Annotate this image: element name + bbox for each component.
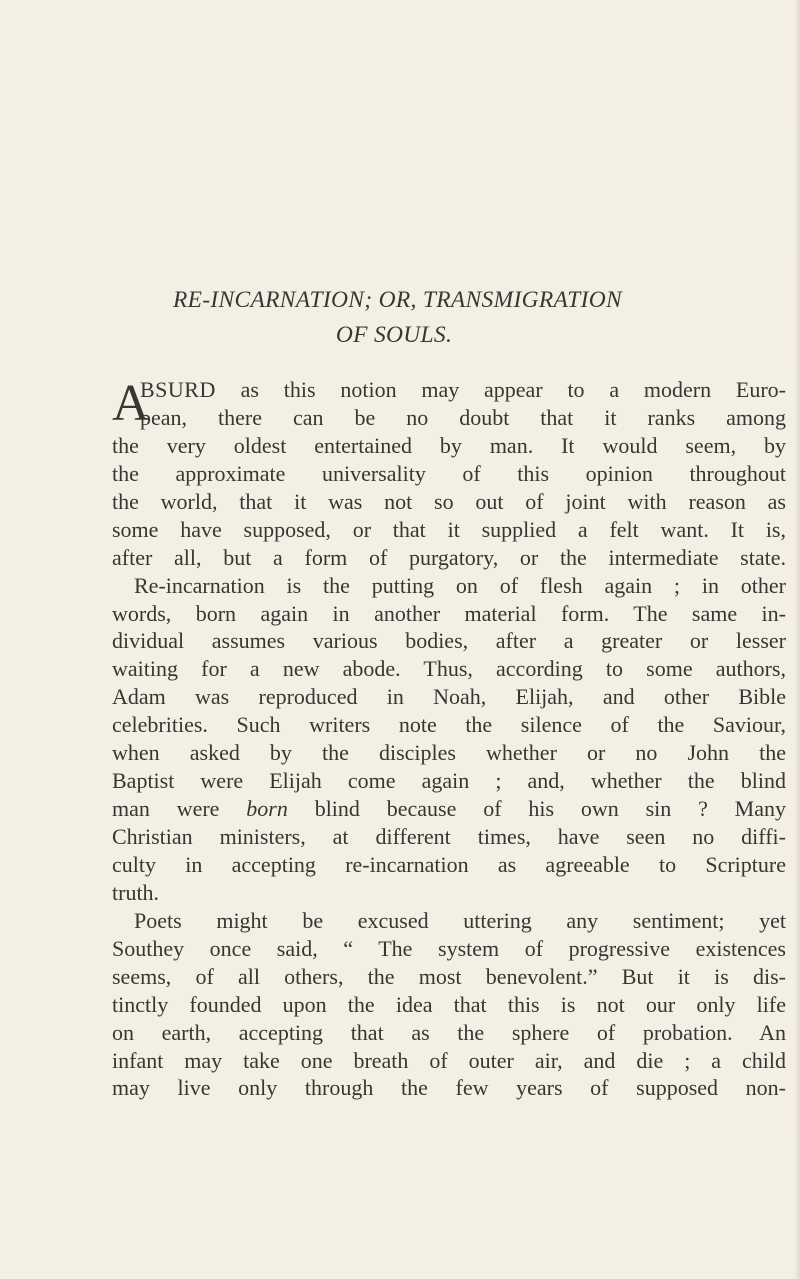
text-line: Christian ministers, at different times, have seen no diffi- — [112, 824, 786, 849]
text-line: seems, of all others, the most benevolent.” But it is dis- — [112, 963, 786, 989]
text-line: the world, that it was not so out of joint with reason as — [112, 488, 786, 514]
text-line: Re-incarnation is the putting on of flesh again ; in other — [134, 572, 786, 598]
text-segment: blind because of his own sin ? Many — [287, 796, 787, 822]
text-line: dividual assumes various bodies, after a greater or lesser — [112, 628, 786, 654]
text-line: when asked by the disciples whether or no John the — [112, 740, 786, 766]
text-line: on earth, accepting that as the sphere of probation. An — [112, 1019, 786, 1045]
text-line: Southey once said, “ The system of progressive existences — [112, 935, 786, 961]
drop-cap: A — [112, 375, 150, 432]
page-edge — [794, 0, 800, 1279]
text-line-content: as this notion may appear to a modern Euro- — [215, 377, 786, 402]
body-text — [112, 376, 786, 1102]
text-line: Baptist were Elijah come again ; and, whether the blind — [112, 768, 786, 794]
text-line: pean, there can be no doubt that it ranks among — [140, 404, 786, 430]
text-line: the approximate universality of this opinion throughout — [112, 460, 786, 486]
text-line: tinctly founded upon the idea that this is not our only life — [112, 991, 786, 1017]
text-line: Adam was reproduced in Noah, Elijah, and other Bible — [112, 684, 786, 710]
chapter-title-line-2: OF SOULS. — [335, 322, 453, 348]
text-line: the very oldest entertained by man. It would seem, by — [112, 432, 786, 458]
small-caps-word: BSURD — [140, 377, 216, 402]
text-line: after all, but a form of purgatory, or the intermediate state. — [112, 544, 786, 570]
text-line: infant may take one breath of outer air, and die ; a child — [112, 1047, 786, 1073]
text-line: waiting for a new abode. Thus, according to some authors, — [112, 656, 786, 682]
text-line: some have supposed, or that it supplied a felt want. It is, — [112, 516, 786, 542]
italic-word: born — [246, 796, 288, 822]
text-line: culty in accepting re-incarnation as agreeable to Scripture — [112, 851, 786, 877]
text-line: Poets might be excused uttering any sentiment; yet — [134, 907, 786, 933]
text-line: may live only through the few years of supposed non- — [112, 1075, 786, 1101]
text-line: truth. — [112, 879, 160, 905]
text-segment: man were — [112, 796, 247, 822]
text-line: words, born again in another material form. The same in- — [112, 600, 786, 626]
text-line: celebrities. Such writers note the silence of the Saviour, — [112, 712, 786, 738]
chapter-title-line-1: RE-INCARNATION; OR, TRANSMIGRATION — [172, 287, 623, 313]
chapter-title — [0, 283, 800, 353]
text-line — [140, 376, 786, 404]
text-line — [112, 795, 786, 823]
